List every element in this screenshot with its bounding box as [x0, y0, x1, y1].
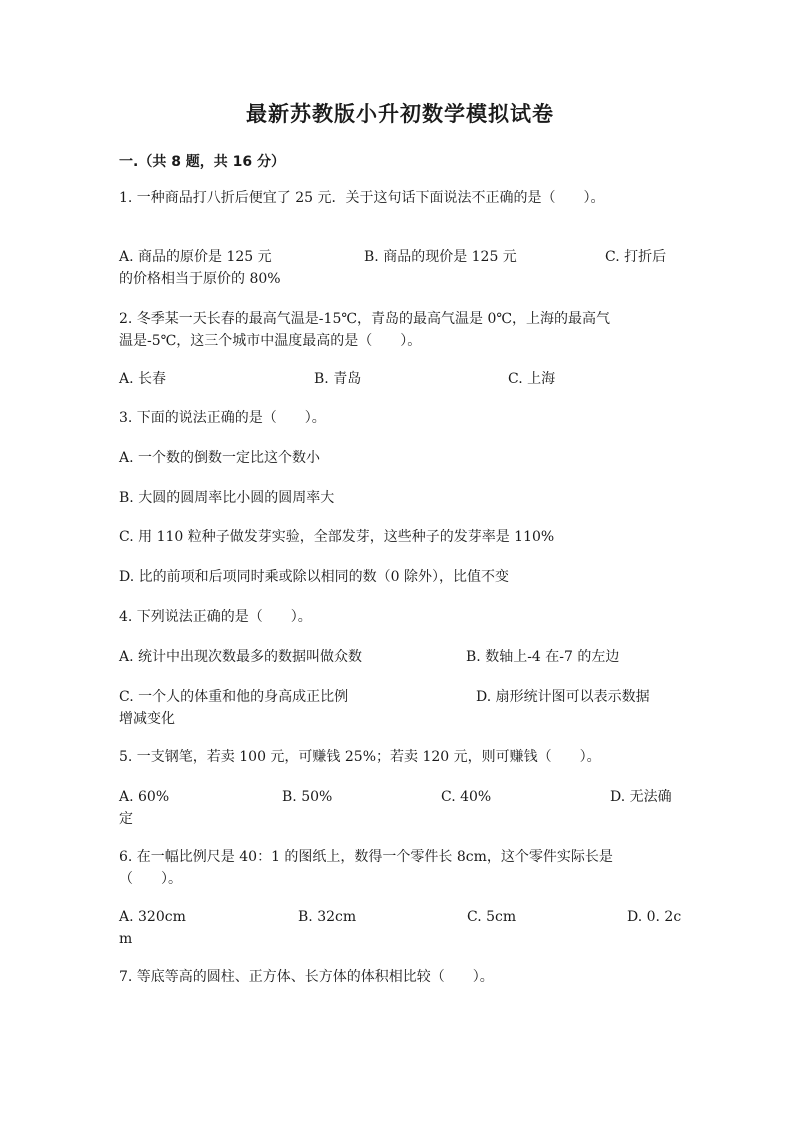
question-5-option-d: D. 无法确 [610, 789, 672, 805]
question-2-option-c: C. 上海 [508, 371, 556, 387]
question-4-stem: 4. 下列说法正确的是（ ）。 [119, 609, 312, 625]
section-heading: 一.（共 8 题，共 16 分） [119, 154, 286, 170]
question-2-stem-line-1: 2. 冬季某一天长春的最高气温是-15℃，青岛的最高气温是 0℃，上海的最高气 [119, 311, 611, 327]
question-2-stem-line-2: 温是-5℃，这三个城市中温度最高的是（ ）。 [119, 333, 422, 349]
question-1-option-c-continued: 的价格相当于原价的 80% [119, 271, 281, 287]
question-4-option-b: B. 数轴上-4 在-7 的左边 [466, 649, 620, 665]
question-5-option-d-continued: 定 [119, 811, 133, 827]
question-3-stem: 3. 下面的说法正确的是（ ）。 [119, 410, 326, 426]
question-4-options-row-1 [119, 646, 681, 668]
question-1-stem: 1. 一种商品打八折后便宜了 25 元．关于这句话下面说法不正确的是（ ）。 [119, 190, 605, 206]
question-3-option-a: A. 一个数的倒数一定比这个数小 [119, 450, 321, 466]
question-7-stem: 7. 等底等高的圆柱、正方体、长方体的体积相比较（ ）。 [119, 969, 494, 985]
question-4-option-d-continued: 增减变化 [119, 711, 175, 727]
question-5-option-b: B. 50% [282, 789, 333, 805]
question-5-options [119, 786, 681, 808]
question-6-option-d: D. 0. 2c [627, 909, 682, 925]
question-6-stem-line-2: （ ）。 [119, 871, 182, 887]
question-6-options [119, 906, 681, 928]
question-1-option-b: B. 商品的现价是 125 元 [364, 249, 517, 265]
question-5-option-c: C. 40% [441, 789, 492, 805]
question-2-option-a: A. 长春 [119, 371, 167, 387]
question-3-option-d: D. 比的前项和后项同时乘或除以相同的数（0 除外），比值不变 [119, 569, 509, 585]
question-5-option-a: A. 60% [119, 789, 170, 805]
question-6-option-d-continued: m [119, 931, 133, 947]
question-6-option-c: C. 5cm [467, 909, 517, 925]
question-1-options [119, 246, 681, 268]
question-1-option-a: A. 商品的原价是 125 元 [119, 249, 272, 265]
question-6-option-a: A. 320cm [119, 909, 186, 925]
question-3-option-c: C. 用 110 粒种子做发芽实验，全部发芽，这些种子的发芽率是 110% [119, 529, 555, 545]
page-title: 最新苏教版小升初数学模拟试卷 [246, 102, 554, 126]
question-1-option-c: C. 打折后 [605, 249, 667, 265]
question-2-option-b: B. 青岛 [314, 371, 362, 387]
question-5-stem: 5. 一支钢笔，若卖 100 元，可赚钱 25%；若卖 120 元，则可赚钱（ ）。 [119, 749, 601, 765]
question-4-option-c: C. 一个人的体重和他的身高成正比例 [119, 689, 349, 705]
question-3-option-b: B. 大圆的圆周率比小圆的圆周率大 [119, 490, 335, 506]
question-4-options-row-2 [119, 686, 681, 708]
question-2-options [119, 368, 681, 390]
question-4-option-d: D. 扇形统计图可以表示数据 [476, 689, 650, 705]
question-6-option-b: B. 32cm [298, 909, 357, 925]
question-4-option-a: A. 统计中出现次数最多的数据叫做众数 [119, 649, 363, 665]
question-6-stem-line-1: 6. 在一幅比例尺是 40：1 的图纸上，数得一个零件长 8cm，这个零件实际长是 [119, 849, 613, 865]
